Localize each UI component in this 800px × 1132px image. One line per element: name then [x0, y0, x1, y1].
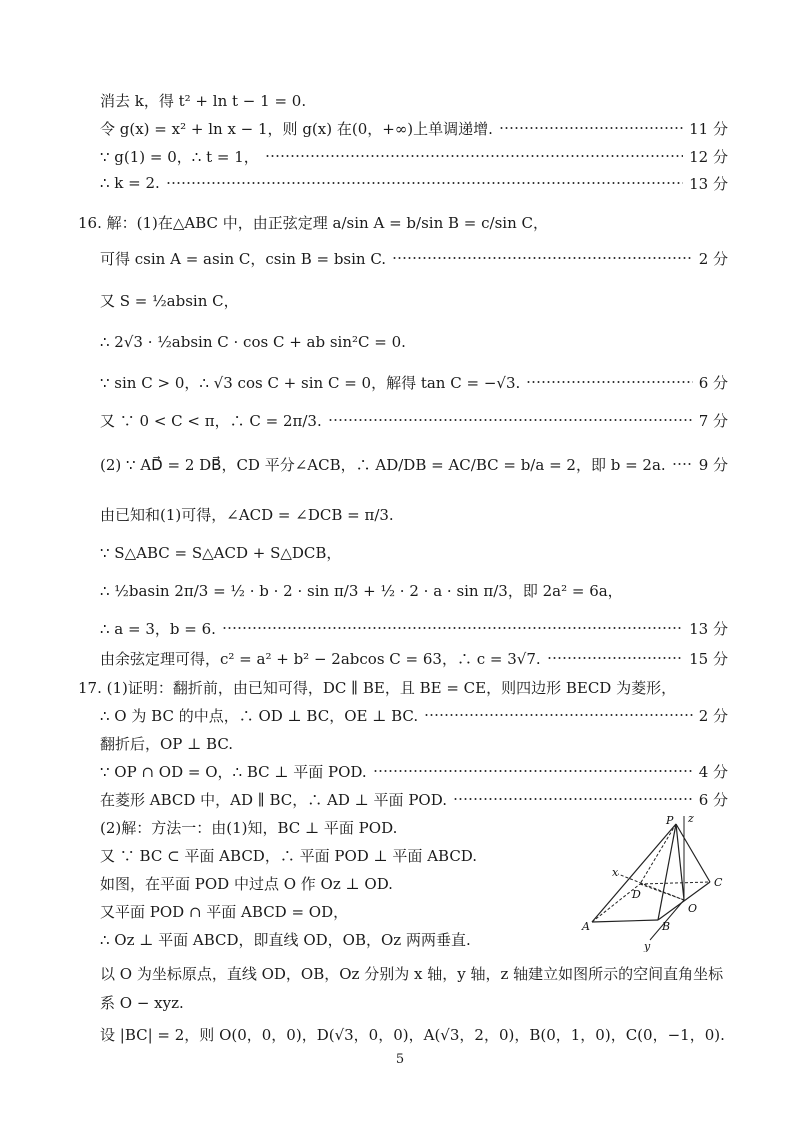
line-text: 由已知和(1)可得，∠ACD = ∠DCB = π/3. [100, 505, 394, 524]
line-text: (2) ∵ AD⃗ = 2 DB⃗，CD 平分∠ACB，∴ AD/DB = AC/BC = b/a = 2，即 b = 2a. [100, 455, 666, 474]
line-text: ∵ OP ∩ OD = O，∴ BC ⊥ 平面 POD. [100, 762, 367, 781]
line-text: 在菱形 ABCD 中，AD ∥ BC，∴ AD ⊥ 平面 POD. [100, 790, 447, 809]
line-text: 16. 解：(1)在△ABC 中，由正弦定理 a/sin A = b/sin B = c/sin C， [78, 213, 548, 232]
line-text: ∴ Oz ⊥ 平面 ABCD，即直线 OD，OB，Oz 两两垂直. [100, 930, 471, 949]
line-text: ∵ sin C > 0，∴ √3 cos C + sin C = 0，解得 tan C = −√3. [100, 373, 521, 392]
label-y: y [644, 940, 651, 952]
text-line-14 [100, 578, 728, 602]
line-text: 系 O − xyz. [100, 993, 184, 1012]
line-text: ∴ k = 2. [100, 174, 160, 192]
label-B: B [662, 920, 671, 933]
line-text: ∴ ½basin 2π/3 = ½ · b · 2 · sin π/3 + ½ · 2 · a · sin π/3，即 2a² = 6a， [100, 581, 623, 600]
text-line-17 [78, 675, 728, 699]
leader-dots [499, 127, 683, 129]
text-line-1 [100, 88, 580, 112]
leader-dots [328, 419, 693, 421]
leader-dots [222, 627, 683, 629]
text-line-4 [100, 171, 728, 195]
leader-dots [672, 463, 693, 465]
edge-PA [592, 824, 676, 922]
text-line-2 [100, 116, 728, 140]
score-label: 2 分 [698, 706, 728, 725]
text-line-23 [100, 843, 580, 867]
text-line-16 [100, 646, 728, 670]
text-line-3 [100, 144, 728, 168]
leader-dots [453, 798, 693, 800]
text-line-28 [100, 990, 728, 1014]
line-text: ∵ S△ABC = S△ACD + S△DCB， [100, 543, 342, 562]
line-text: 可得 csin A = asin C，csin B = bsin C. [100, 249, 387, 268]
text-line-18 [100, 703, 728, 727]
text-line-21 [100, 787, 728, 811]
text-line-24 [100, 871, 580, 895]
leader-dots [424, 714, 693, 716]
text-line-25 [100, 899, 580, 923]
score-label: 12 分 [689, 147, 728, 166]
leader-dots [392, 257, 693, 259]
label-C: C [714, 876, 723, 889]
score-label: 9 分 [698, 455, 728, 474]
text-line-13 [100, 540, 728, 564]
label-x: x [612, 866, 619, 879]
label-z: z [688, 812, 694, 825]
text-line-27 [100, 961, 728, 985]
line-text: 又 S = ½absin C， [100, 291, 239, 310]
line-text: (2)解：方法一：由(1)知，BC ⊥ 平面 POD. [100, 818, 398, 837]
line-text: ∵ g(1) = 0，∴ t = 1， [100, 147, 259, 166]
line-text: 又 ∵ BC ⊂ 平面 ABCD，∴ 平面 POD ⊥ 平面 ABCD. [100, 846, 478, 865]
leader-dots [526, 381, 692, 383]
leader-dots [265, 155, 683, 157]
line-text: 如图，在平面 POD 中过点 O 作 Oz ⊥ OD. [100, 874, 393, 893]
text-line-15 [100, 616, 728, 640]
edge-DC [640, 882, 710, 884]
line-text: 翻折后，OP ⊥ BC. [100, 734, 234, 753]
text-line-8 [100, 330, 728, 354]
text-line-11 [100, 452, 728, 476]
label-P: P [666, 814, 674, 827]
text-line-29 [100, 1022, 728, 1046]
text-line-7 [100, 288, 728, 312]
line-text: 设 |BC| = 2，则 O(0，0，0)，D(√3，0，0)，A(√3，2，0)，B(0，1，0)，C(0，−1，0). [100, 1025, 725, 1044]
line-text: ∴ O 为 BC 的中点，∴ OD ⊥ BC，OE ⊥ BC. [100, 706, 419, 725]
score-label: 15 分 [689, 649, 728, 668]
line-text: ∴ 2√3 · ½absin C · cos C + ab sin²C = 0. [100, 333, 406, 351]
text-line-5 [78, 210, 728, 234]
score-label: 6 分 [698, 790, 728, 809]
score-label: 4 分 [698, 762, 728, 781]
leader-dots [547, 657, 683, 659]
label-D: D [632, 888, 641, 901]
text-line-10 [100, 408, 728, 432]
label-O: O [688, 902, 698, 915]
score-label: 11 分 [689, 119, 728, 138]
leader-dots [166, 182, 683, 184]
line-text: 又平面 POD ∩ 平面 ABCD = OD， [100, 902, 349, 921]
edge-AB [592, 920, 658, 922]
line-text: 以 O 为坐标原点，直线 OD，OB，Oz 分别为 x 轴，y 轴，z 轴建立如图所示的空间直角坐标 [100, 964, 724, 983]
score-label: 13 分 [689, 619, 728, 638]
text-line-19 [100, 731, 728, 755]
pyramid-figure [578, 812, 738, 952]
page-number: 5 [395, 1052, 405, 1067]
score-label: 2 分 [698, 249, 728, 268]
label-A: A [582, 920, 590, 933]
score-label: 13 分 [689, 174, 728, 193]
line-text: 又 ∵ 0 < C < π，∴ C = 2π/3. [100, 411, 322, 430]
line-text: ∴ a = 3，b = 6. [100, 619, 216, 638]
line-text: 消去 k，得 t² + ln t − 1 = 0. [100, 91, 307, 110]
text-line-26 [100, 927, 580, 951]
line-text: 令 g(x) = x² + ln x − 1，则 g(x) 在(0，+∞)上单调递增. [100, 119, 493, 138]
line-text: 由余弦定理可得，c² = a² + b² − 2abcos C = 63，∴ c = 3√7. [100, 649, 541, 668]
text-line-12 [100, 502, 728, 526]
text-line-6 [100, 246, 728, 270]
score-label: 7 分 [698, 411, 728, 430]
score-label: 6 分 [698, 373, 728, 392]
text-line-20 [100, 759, 728, 783]
leader-dots [373, 770, 693, 772]
line-text: 17. (1)证明：翻折前，由已知可得，DC ∥ BE，且 BE = CE，则四边形 BECD 为菱形， [78, 678, 677, 697]
text-line-9 [100, 370, 728, 394]
text-line-22 [100, 815, 580, 839]
